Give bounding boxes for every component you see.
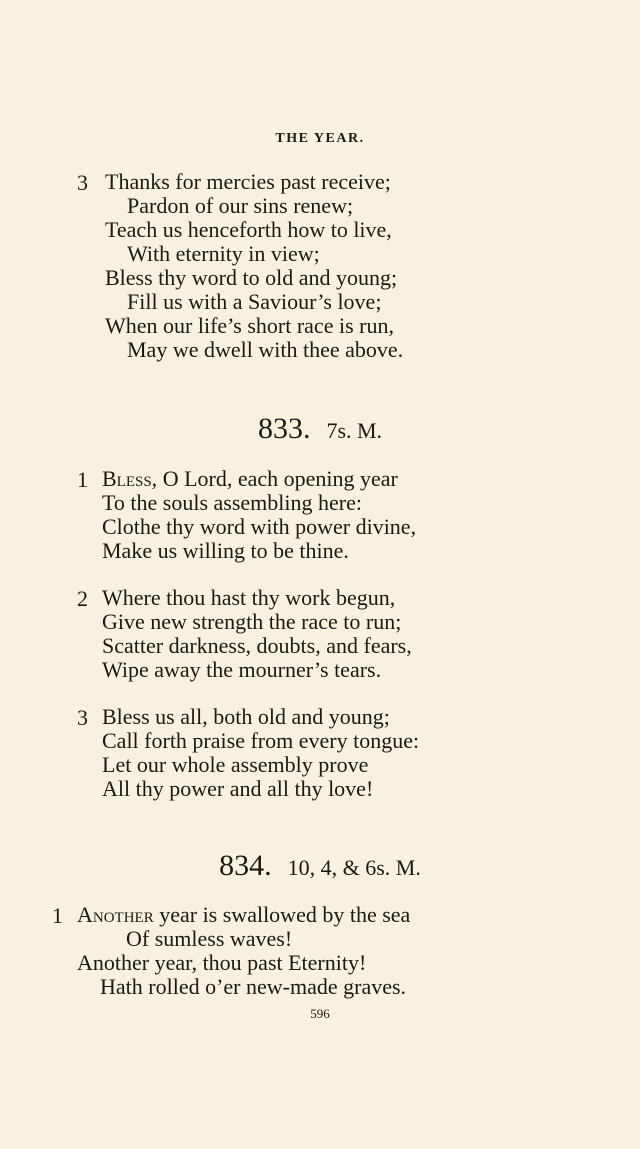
- verse-line: May we dwell with thee above.: [127, 337, 404, 362]
- verse-line: Hath rolled o’er new-made graves.: [100, 974, 407, 999]
- hymn-number: 834.: [219, 849, 272, 882]
- hymn-meter: 7s. M.: [326, 418, 383, 443]
- verse-line: Of sumless waves!: [126, 926, 293, 951]
- verse-line: Thanks for mercies past receive;: [105, 169, 391, 194]
- verse-first-line: Another year is swallowed by the sea: [77, 902, 411, 927]
- verse-number: 2: [77, 586, 88, 611]
- page-number: 596: [310, 1006, 330, 1021]
- verse-number: 3: [77, 705, 88, 730]
- hymn-833-heading: [0, 412, 640, 446]
- verse-line: Bless thy word to old and young;: [105, 265, 398, 290]
- verse-line: Pardon of our sins renew;: [127, 193, 354, 218]
- verse-line: Call forth praise from every tongue:: [102, 728, 420, 753]
- verse-line: Scatter darkness, doubts, and fears,: [102, 633, 412, 658]
- running-head: THE YEAR.: [275, 131, 365, 146]
- verse-number: 3: [77, 170, 88, 195]
- verse-line: Wipe away the mourner’s tears.: [102, 657, 382, 682]
- verse-line: Another year, thou past Eternity!: [77, 950, 367, 975]
- verse-number: 1: [77, 467, 88, 492]
- verse-number: 1: [52, 903, 63, 928]
- verse-line: Let our whole assembly prove: [102, 752, 369, 777]
- verse-line: Give new strength the race to run;: [102, 609, 402, 634]
- verse-line: Teach us henceforth how to live,: [105, 217, 392, 242]
- verse-line: Bless us all, both old and young;: [102, 704, 390, 729]
- verse-line: When our life’s short race is run,: [105, 313, 394, 338]
- verse-line: With eternity in view;: [127, 241, 320, 266]
- verse-line: All thy power and all thy love!: [102, 776, 374, 801]
- verse-line: Fill us with a Saviour’s love;: [127, 289, 382, 314]
- verse-line: Make us willing to be thine.: [102, 538, 349, 563]
- hymn-834-heading: [0, 849, 640, 883]
- first-word: Another: [77, 902, 154, 927]
- hymn-number: 833.: [257, 412, 311, 445]
- first-word: Bless,: [102, 466, 158, 491]
- hymn-meter: 10, 4, & 6s. M.: [287, 855, 421, 880]
- verse-line: To the souls assembling here:: [102, 490, 362, 515]
- verse-line: Clothe thy word with power divine,: [102, 514, 417, 539]
- verse-line: Where thou hast thy work begun,: [102, 585, 396, 610]
- verse-first-line: Bless, O Lord, each opening year: [102, 466, 398, 491]
